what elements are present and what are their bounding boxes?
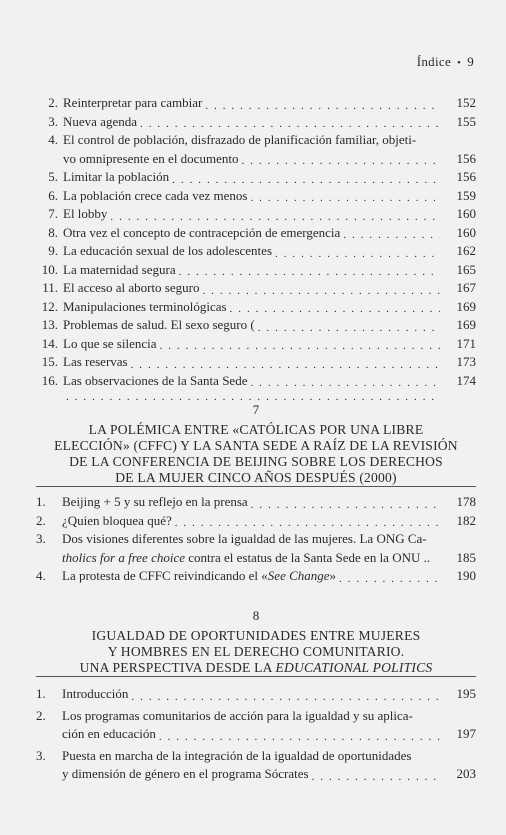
chapter-title-line: IGUALDAD DE OPORTUNIDADES ENTRE MUJERES	[91, 628, 421, 643]
entry-title: Otra vez el concepto de contracepción de emergencia	[63, 224, 341, 240]
toc-entry	[36, 316, 476, 335]
dot-leader	[339, 572, 440, 586]
dot-leader	[202, 284, 440, 298]
entry-title: Introducción	[62, 686, 129, 701]
entry-number: 8.	[48, 224, 58, 240]
chapter-title-italic: EDUCATIONAL POLITICS	[275, 660, 433, 675]
dot-leader	[250, 376, 440, 390]
entry-page: 152	[456, 95, 476, 110]
entry-number: 2.	[48, 95, 58, 110]
toc-entry	[36, 567, 476, 586]
entry-title: Las reservas	[63, 354, 128, 369]
entry-title-line1: Puesta en marcha de la integración de la igualdad de oportunidades	[62, 747, 412, 763]
entry-number: 7.	[48, 206, 58, 221]
entry-title-line2	[62, 549, 430, 568]
dot-leader	[205, 99, 440, 113]
dot-leader	[179, 265, 440, 279]
chapter-title-line: LA POLÉMICA ENTRE «CATÓLICAS POR UNA LIBRE	[88, 422, 424, 437]
toc-entry	[36, 512, 476, 531]
entry-title: El lobby	[63, 206, 108, 221]
running-head-title: Índice	[416, 54, 452, 69]
entry-title-line1: Dos visiones diferentes sobre la igualdad de las mujeres. La ONG Ca-	[62, 531, 427, 546]
entry-page: 171	[456, 335, 476, 351]
dot-leader	[159, 730, 440, 744]
entry-title: Nueva agenda	[63, 113, 137, 129]
entry-title-line2: ción en educación	[62, 726, 156, 741]
entry-page: 160	[456, 206, 476, 221]
entry-title-line1: El control de población, disfrazado de planificación familiar, objeti-	[63, 132, 417, 147]
chapter-number: 8	[252, 608, 260, 623]
entry-number: 2.	[36, 512, 46, 528]
entry-page: 173	[456, 354, 476, 369]
chapter-title-line: Y HOMBRES EN EL DERECHO COMUNITARIO.	[107, 644, 405, 659]
entry-number: 11.	[42, 280, 58, 295]
entry-title: El acceso al aborto seguro	[63, 280, 200, 295]
chapter-title-part: UNA PERSPECTIVA DESDE LA	[79, 660, 276, 675]
chapter-7-heading	[36, 402, 476, 486]
toc-entry	[36, 224, 476, 243]
toc-entry	[36, 205, 476, 224]
entry-title: La educación sexual de los adolescentes	[63, 243, 272, 258]
dot-leader	[160, 339, 441, 353]
dot-leader	[258, 321, 440, 335]
toc-entry	[36, 261, 476, 280]
entry-page: 156	[456, 150, 476, 166]
entry-page: 190	[456, 568, 476, 583]
dot-leader	[312, 770, 440, 784]
toc-entry	[36, 279, 476, 298]
dot-leader	[275, 247, 440, 261]
entry-number: 3.	[36, 531, 46, 546]
toc-entry	[36, 493, 476, 512]
entry-page: 203	[456, 766, 476, 781]
chapter-7-rule	[36, 486, 476, 487]
entry-title-line2: y dimensión de género en el programa Sócrates	[62, 766, 309, 781]
entry-title: Manipulaciones terminológicas	[63, 298, 227, 314]
dot-leader	[175, 516, 440, 530]
toc-entry	[36, 187, 476, 206]
entry-title-italic: See Change	[267, 568, 330, 583]
chapter-7-entries	[36, 493, 476, 586]
entry-page: 155	[456, 113, 476, 129]
running-head-separator: •	[457, 57, 462, 69]
entry-number: 3.	[48, 113, 58, 129]
entry-title-line2: vo omnipresente en el documento	[63, 150, 239, 166]
dot-leader	[131, 690, 440, 704]
entry-page: 156	[456, 169, 476, 184]
entry-title-part: »	[329, 568, 337, 583]
entry-page: 197	[456, 726, 476, 741]
toc-entry	[36, 298, 476, 317]
entry-title-part: contra el estatus de la Santa Sede en la ONU ..	[185, 549, 431, 565]
toc-entry	[36, 335, 476, 354]
entry-number: 13.	[41, 317, 58, 332]
toc-entry	[36, 94, 476, 113]
running-head-page-number: 9	[467, 54, 474, 69]
chapter-title-line	[36, 660, 476, 676]
dot-leader	[230, 302, 440, 316]
entry-title: Beijing + 5 y su reflejo en la prensa	[62, 494, 248, 509]
entry-number: 2.	[36, 707, 46, 723]
entry-number: 9.	[48, 243, 58, 258]
chapter-title-line: DE LA CONFERENCIA DE BEIJING SOBRE LOS DERECHOS	[69, 454, 443, 469]
entry-page: 174	[456, 372, 476, 388]
entry-page: 178	[456, 494, 476, 509]
entry-number: 6.	[48, 187, 58, 203]
running-head	[417, 54, 474, 70]
entry-title: Reinterpretar para cambiar	[63, 95, 203, 110]
toc-entry	[36, 372, 476, 391]
dot-leader	[140, 117, 440, 131]
toc-entry	[36, 242, 476, 261]
dot-leader	[110, 210, 440, 224]
toc-entry	[36, 530, 476, 567]
entry-title: Limitar la población	[63, 169, 170, 184]
entry-title: La maternidad segura	[63, 261, 176, 277]
chapter-8-rule	[36, 676, 476, 677]
toc-entry	[36, 131, 476, 168]
toc-entry	[36, 353, 476, 372]
entry-number: 4.	[48, 132, 58, 147]
toc-entry	[36, 113, 476, 132]
chapter-title	[36, 422, 476, 486]
entry-title: La población crece cada vez menos	[63, 187, 248, 203]
entry-title-line1: Los programas comunitarios de acción para la igualdad y su aplica-	[62, 707, 413, 723]
dot-leader	[172, 173, 440, 187]
entry-number: 14.	[41, 335, 58, 351]
chapter-number: 7	[252, 402, 260, 417]
chapter-8-entries	[36, 685, 476, 784]
entry-number: 1.	[36, 494, 46, 509]
entry-number: 4.	[36, 568, 46, 583]
entry-page: 160	[456, 224, 476, 240]
entry-title: ¿Quien bloquea qué?	[62, 512, 172, 528]
toc-entry	[36, 747, 476, 784]
entry-page: 159	[456, 187, 476, 203]
entry-number: 5.	[48, 169, 58, 184]
entry-page: 167	[456, 280, 476, 295]
chapter-title-line: DE LA MUJER CINCO AÑOS DESPUÉS (2000)	[115, 470, 397, 485]
chapter-title-line: ELECCIÓN» (CFFC) Y LA SANTA SEDE A RAÍZ DE LA REVISIÓN	[54, 438, 458, 453]
entry-page: 162	[456, 243, 476, 258]
entry-page: 185	[456, 549, 476, 565]
toc-entry	[36, 685, 476, 704]
entry-title	[63, 335, 157, 354]
chapter-title	[36, 628, 476, 676]
toc-entry	[36, 168, 476, 187]
entry-title	[62, 567, 336, 586]
entry-number: 15.	[41, 354, 58, 369]
dot-leader	[241, 154, 440, 168]
entry-title-italic: tholics for a free choice	[62, 549, 185, 565]
entry-page: 182	[456, 512, 476, 528]
chapter-8-heading	[36, 608, 476, 676]
entry-number: 3.	[36, 747, 46, 763]
toc-entry	[36, 707, 476, 744]
dot-leader	[131, 358, 440, 372]
toc-list-continued	[36, 94, 476, 404]
entry-page: 169	[456, 298, 476, 314]
entry-number: 12.	[41, 298, 58, 314]
entry-number: 16.	[41, 372, 58, 388]
entry-page: 165	[456, 261, 476, 277]
dot-leader	[343, 228, 440, 242]
entry-title: Problemas de salud. El sexo seguro (	[63, 317, 255, 332]
dot-leader	[250, 191, 440, 205]
entry-page: 195	[456, 686, 476, 701]
dot-leader	[251, 498, 440, 512]
entry-number: 10.	[41, 261, 58, 277]
entry-title-part: La protesta de CFFC reivindicando el «	[62, 568, 268, 583]
entry-page: 169	[456, 317, 476, 332]
entry-number: 1.	[36, 686, 46, 701]
entry-title: Las observaciones de la Santa Sede	[63, 372, 248, 388]
entry-title-part: Lo que se silencia	[63, 335, 157, 351]
